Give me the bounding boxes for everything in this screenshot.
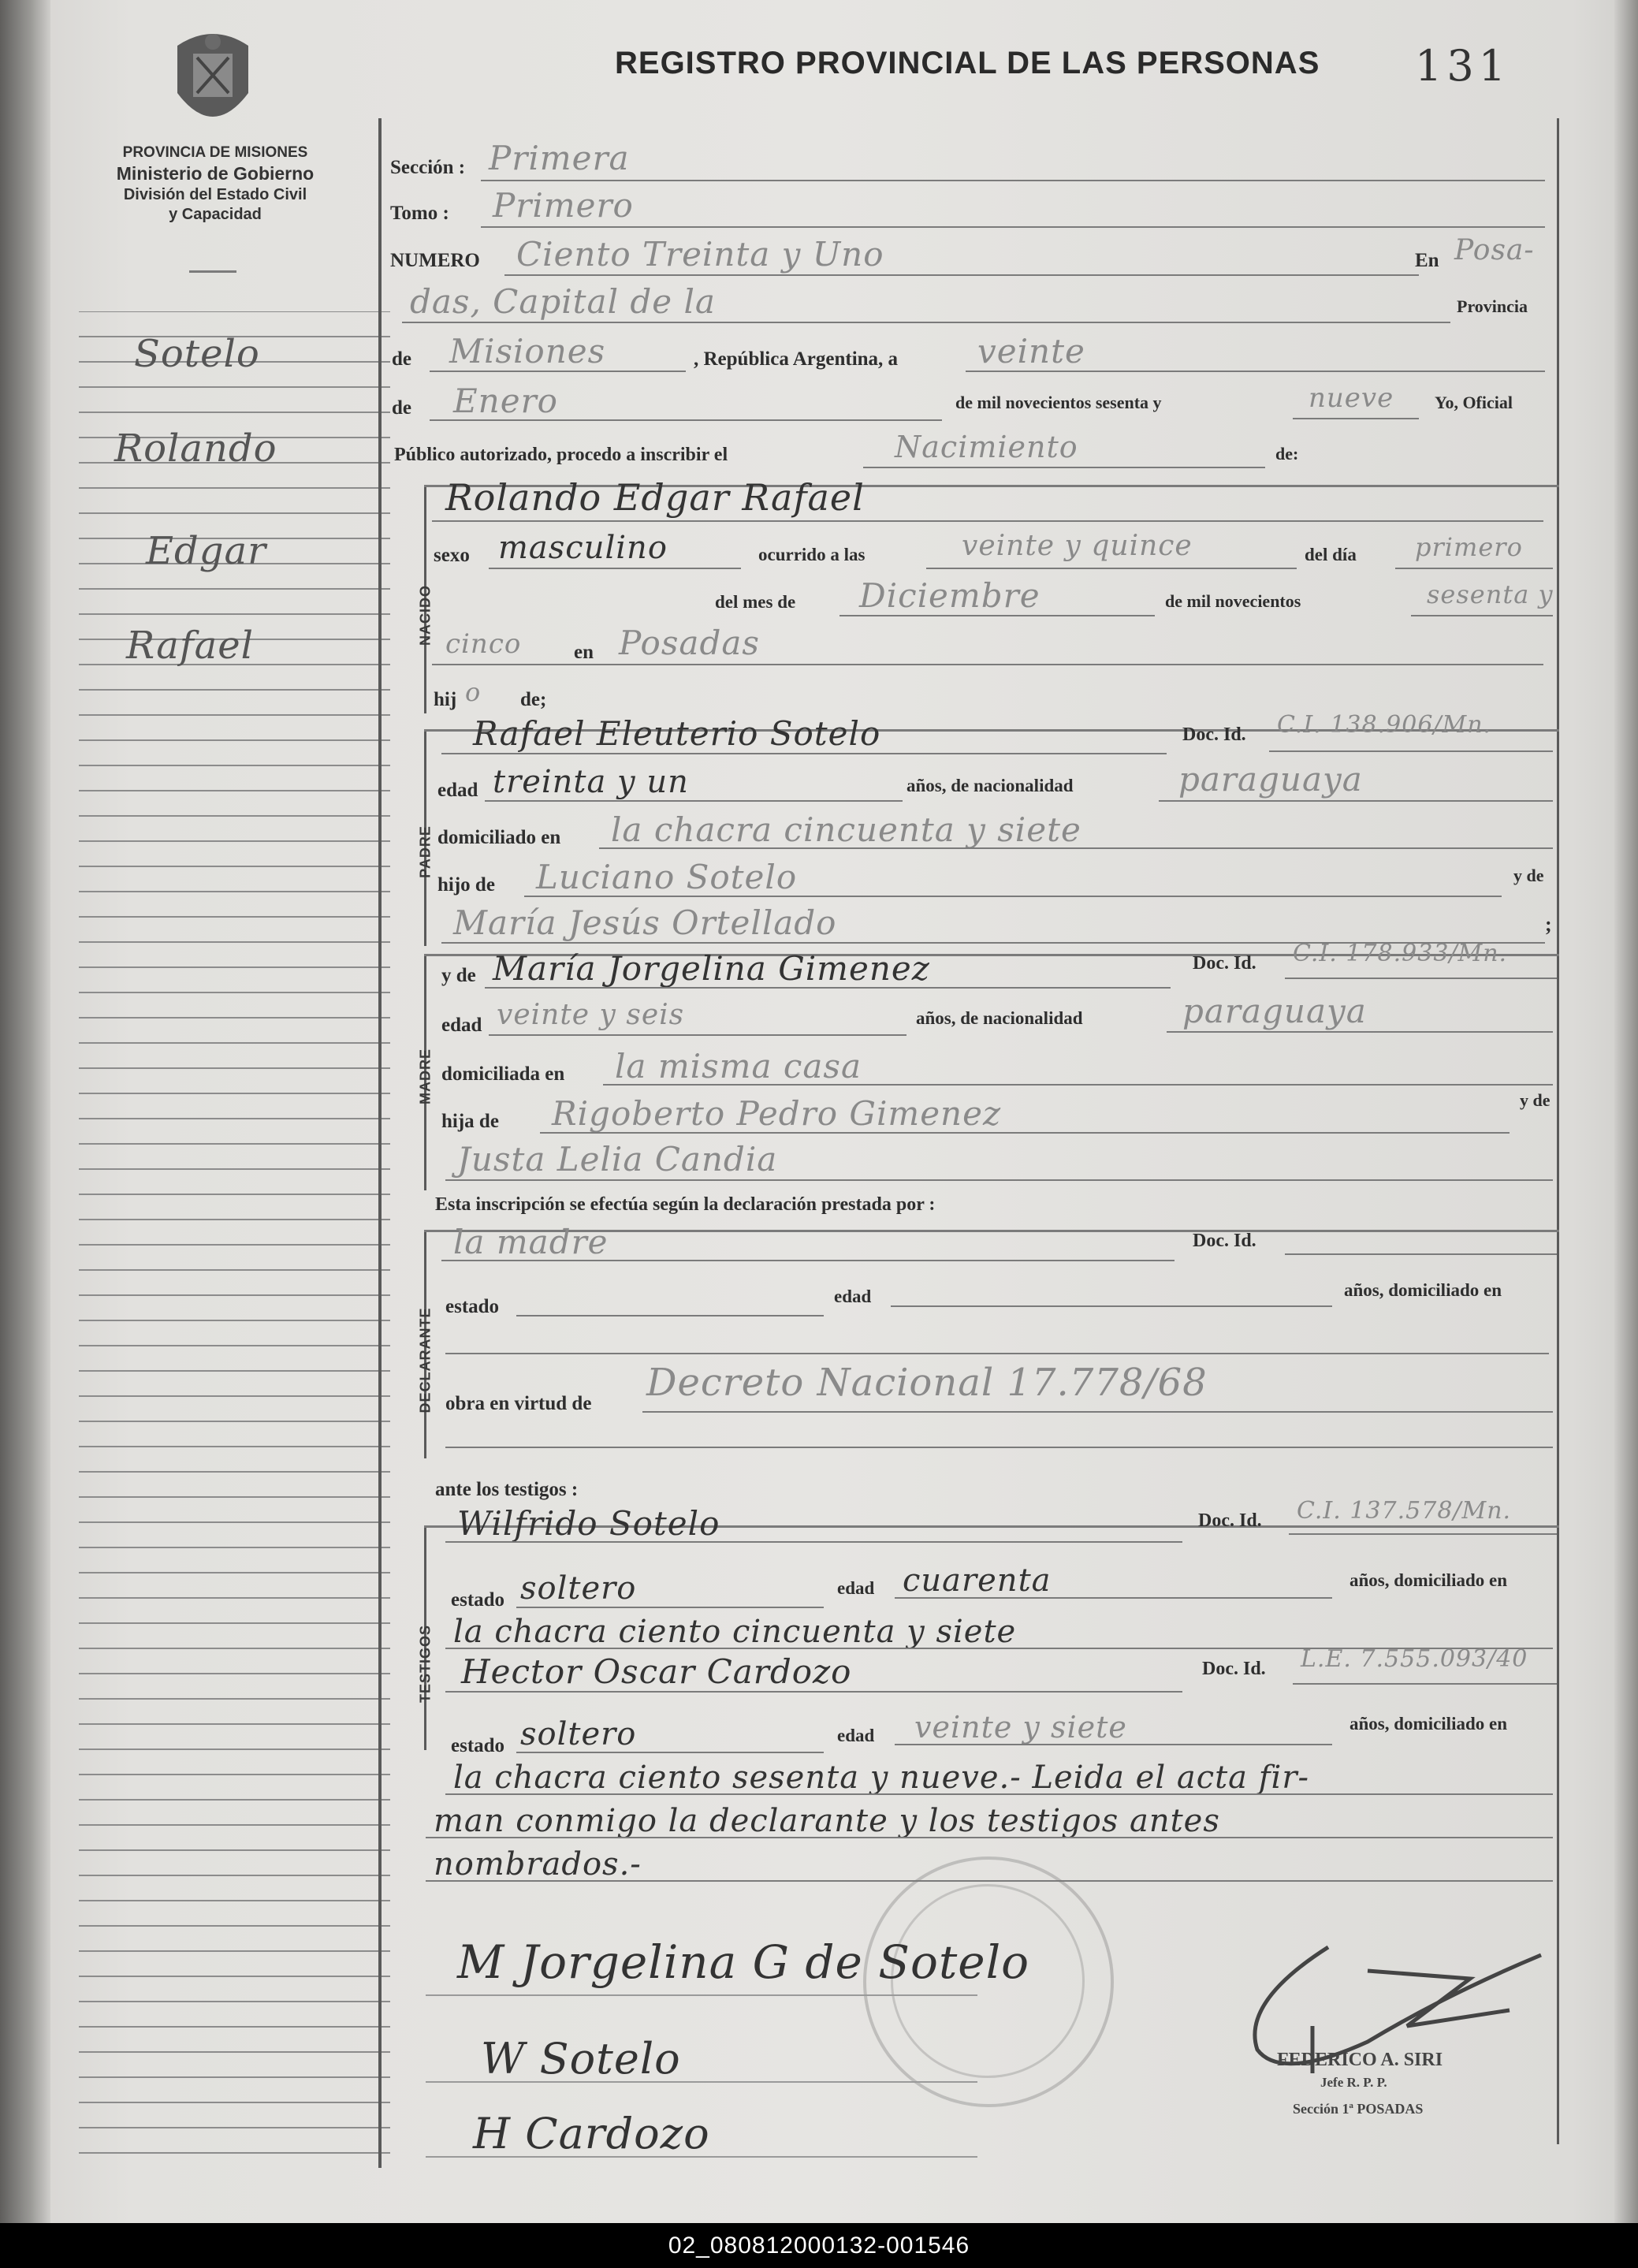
label-father-domicile: domiciliado en — [437, 827, 561, 848]
value-witness1-age: cuarenta — [903, 1562, 1052, 1599]
rule-witness1-estado — [516, 1607, 824, 1608]
margin-given-name-1: Rolando — [114, 426, 277, 471]
provincial-crest-icon — [162, 22, 264, 140]
label-de-month: de — [392, 397, 411, 419]
value-witness2-age: veinte y siete — [914, 1710, 1127, 1745]
label-en: En — [1415, 250, 1439, 271]
rule-day — [966, 371, 1545, 372]
rule-declarant-estado — [516, 1315, 824, 1316]
value-witness1-state: soltero — [520, 1570, 637, 1607]
value-time: veinte y quince — [962, 530, 1193, 562]
value-seccion: Primera — [489, 139, 630, 177]
rule-mother-doc — [1285, 978, 1557, 979]
institution-block — [85, 143, 345, 225]
signature-declarant: M Jorgelina G de Sotelo — [457, 1935, 1030, 1989]
value-child-name: Rolando Edgar Rafael — [445, 476, 865, 519]
rule-province — [430, 371, 686, 372]
label-mother-nationality: años, de nacionalidad — [916, 1008, 1083, 1028]
value-tomo: Primero — [493, 186, 634, 225]
rule-birth-month — [839, 615, 1155, 616]
label-tomo: Tomo : — [390, 203, 449, 224]
label-declaracion: Esta inscripción se efectúa según la declaración prestada por : — [435, 1194, 936, 1215]
rule-witness2-doc — [1293, 1683, 1557, 1685]
rule-witness2-name — [445, 1691, 1182, 1693]
rule-birth-year — [1411, 615, 1553, 616]
rule-mother-father — [540, 1132, 1510, 1134]
value-father-father: Luciano Sotelo — [536, 858, 798, 896]
value-province: Misiones — [449, 332, 606, 371]
label-del-mes: del mes de — [715, 592, 796, 612]
closing-line-2: nombrados.- — [434, 1846, 642, 1883]
rule-father-name — [441, 753, 1167, 754]
rule-act — [863, 467, 1265, 468]
rule-witness1-edad — [895, 1597, 1332, 1599]
value-witness2-name: Hector Oscar Cardozo — [461, 1652, 852, 1691]
rule-father-domicile — [599, 847, 1553, 849]
document-title: REGISTRO PROVINCIAL DE LAS PERSONAS — [615, 46, 1320, 80]
rule-birth-day — [1395, 568, 1553, 569]
value-mother-doc: C.I. 178.933/Mn. — [1293, 940, 1508, 967]
value-witness1-domicile: la chacra ciento cincuenta y siete — [453, 1614, 1017, 1650]
value-city-line: das, Capital de la — [410, 282, 716, 321]
label-declarant-anos: años, domiciliado en — [1344, 1280, 1502, 1300]
label-declarant-edad: edad — [834, 1287, 872, 1306]
margin-given-name-2: Edgar — [146, 529, 267, 573]
institution-capacity: y Capacidad — [169, 205, 262, 223]
value-witness1-doc: C.I. 137.578/Mn. — [1297, 1497, 1512, 1525]
value-father-domicile: la chacra cincuenta y siete — [611, 810, 1081, 849]
rule-witness2-edad — [895, 1744, 1332, 1745]
institution-ministry: Ministerio de Gobierno — [116, 162, 315, 184]
value-hij-suffix: o — [465, 677, 482, 707]
rule-declarant-edad — [891, 1305, 1332, 1307]
value-mother-domicile: la misma casa — [615, 1047, 862, 1086]
rule-month — [430, 419, 942, 421]
label-witness1-edad: edad — [837, 1578, 875, 1598]
value-witness2-doc: L.E. 7.555.093/40 — [1301, 1645, 1528, 1673]
label-declarant-estado: estado — [445, 1296, 500, 1317]
value-mother-name: María Jorgelina Gimenez — [493, 949, 930, 988]
rule-birth-place — [432, 664, 1543, 665]
label-ocurrido: ocurrido a las — [758, 545, 866, 564]
signature-witness1: W Sotelo — [481, 2034, 681, 2084]
label-de-mil: de mil novecientos sesenta y — [955, 393, 1162, 412]
label-en-lugar: en — [574, 642, 594, 663]
label-numero: NUMERO — [390, 250, 480, 271]
label-mother-edad: edad — [441, 1015, 482, 1036]
rule-witness2-domicile — [445, 1793, 1553, 1795]
rule-declarant-domicile — [445, 1353, 1549, 1354]
rule-mother-age — [489, 1034, 906, 1036]
margin-given-name-3: Rafael — [126, 624, 254, 668]
value-father-age: treinta y un — [493, 764, 689, 800]
label-father-hijo-de: hijo de — [437, 874, 495, 896]
official-signature-icon — [1210, 1924, 1557, 2097]
official-section: Sección 1ª POSADAS — [1293, 2101, 1424, 2117]
label-de-province: de — [392, 348, 411, 370]
rule-tomo — [481, 226, 1545, 228]
value-declarant: la madre — [453, 1223, 609, 1261]
label-mother-hija-de: hija de — [441, 1111, 499, 1132]
value-mother-father: Rigoberto Pedro Gimenez — [552, 1094, 1002, 1133]
rule-mother-name — [485, 987, 1171, 989]
institution-province: PROVINCIA DE MISIONES — [122, 144, 308, 161]
value-mother-age: veinte y seis — [497, 999, 685, 1031]
rule-sex — [489, 568, 741, 569]
rule-decree — [642, 1411, 1553, 1413]
value-witness2-state: soltero — [520, 1716, 637, 1752]
rule-year — [1293, 418, 1419, 419]
value-father-mother: María Jesús Ortellado — [453, 903, 837, 942]
label-ante-testigos: ante los testigos : — [435, 1479, 579, 1500]
main-right-rule — [1557, 118, 1559, 2144]
official-name: FEDERICO A. SIRI — [1277, 2050, 1443, 2070]
label-father-nationality: años, de nacionalidad — [906, 776, 1074, 795]
rule-declarant — [441, 1260, 1175, 1261]
value-year-word: nueve — [1309, 382, 1394, 414]
label-mother-y-de: y de — [441, 965, 476, 986]
page-edge — [1614, 0, 1638, 2223]
value-father-name: Rafael Eleuterio Sotelo — [473, 714, 881, 753]
label-republica: , República Argentina, a — [694, 348, 899, 370]
closing-line-1: man conmigo la declarante y los testigos antes — [434, 1803, 1220, 1839]
value-birth-place: Posadas — [619, 624, 760, 662]
rule-time — [926, 568, 1297, 569]
section-label-padre: PADRE — [417, 825, 434, 878]
rule-declarant-doc — [1285, 1253, 1557, 1255]
value-birth-year-b: cinco — [445, 628, 522, 660]
label-seccion: Sección : — [390, 157, 466, 178]
label-father-edad: edad — [437, 780, 478, 801]
margin-ruled-lines — [79, 311, 390, 2156]
label-witness2-edad: edad — [837, 1726, 875, 1745]
value-birth-year-a: sesenta y — [1427, 579, 1554, 609]
label-hij: hij — [434, 689, 457, 710]
value-mother-nationality: paraguaya — [1182, 992, 1367, 1030]
institution-division: División del Estado Civil — [123, 185, 307, 203]
signature-witness2: H Cardozo — [473, 2109, 710, 2158]
value-witness2-domicile: la chacra ciento sesenta y nueve.- Leida el acta fir- — [453, 1760, 1309, 1796]
label-witness1-doc: Doc. Id. — [1198, 1510, 1262, 1531]
label-witness1-estado: estado — [451, 1589, 505, 1611]
value-sex: masculino — [498, 530, 668, 566]
value-act: Nacimiento — [895, 430, 1078, 464]
label-mother-doc: Doc. Id. — [1193, 953, 1256, 974]
label-de-colon: de: — [1275, 444, 1299, 464]
rule-seccion — [481, 180, 1545, 181]
value-day: veinte — [977, 332, 1085, 371]
label-yo-oficial: Yo, Oficial — [1435, 393, 1513, 412]
label-witness1-anos: años, domiciliado en — [1349, 1570, 1508, 1590]
label-publico: Público autorizado, procedo a inscribir el — [394, 445, 728, 465]
divider — [189, 270, 236, 273]
rule-closing-1 — [426, 1837, 1553, 1838]
section-label-declarante: DECLARANTE — [417, 1307, 434, 1413]
value-month: Enero — [453, 382, 558, 420]
value-decree: Decreto Nacional 17.778/68 — [646, 1361, 1208, 1405]
rule-city — [402, 322, 1450, 323]
label-father-y-de: y de — [1513, 866, 1544, 885]
rule-witness1-doc — [1289, 1533, 1557, 1535]
rule-father-doc — [1269, 750, 1553, 752]
label-witness2-estado: estado — [451, 1735, 505, 1756]
label-semicolon: ; — [1545, 913, 1552, 936]
margin-surname: Sotelo — [134, 332, 260, 376]
label-father-doc: Doc. Id. — [1182, 724, 1246, 745]
rule-father-nationality — [1159, 800, 1553, 802]
label-provincia: Provincia — [1457, 296, 1528, 316]
label-witness2-anos: años, domiciliado en — [1349, 1714, 1508, 1734]
value-witness1-name: Wilfrido Sotelo — [457, 1504, 720, 1543]
label-de-semi: de; — [520, 689, 547, 710]
value-father-doc: C.I. 138.906/Mn. — [1277, 711, 1492, 739]
rule-child-name — [432, 520, 1543, 522]
rule-numero — [504, 274, 1419, 276]
rule-witness1-name — [445, 1541, 1182, 1543]
rule-mother-nationality — [1167, 1031, 1553, 1033]
main-left-rule — [378, 118, 382, 2168]
section-label-testigos: TESTIGOS — [417, 1625, 434, 1704]
signature-line-1 — [426, 1994, 977, 1996]
rule-father-age — [485, 800, 903, 802]
rule-mother-mother — [445, 1179, 1553, 1181]
image-id-caption: 02_080812000132-001546 — [0, 2223, 1638, 2268]
rule-father-father — [524, 896, 1502, 897]
rule-witness2-estado — [516, 1752, 824, 1753]
section-label-nacido: NACIDO — [417, 585, 434, 646]
label-obra: obra en virtud de — [445, 1393, 592, 1414]
label-witness2-doc: Doc. Id. — [1202, 1659, 1266, 1679]
section-label-madre: MADRE — [417, 1048, 434, 1104]
value-numero: Ciento Treinta y Uno — [516, 235, 884, 274]
label-declarant-doc: Doc. Id. — [1193, 1231, 1256, 1251]
value-en-city: Posa- — [1454, 234, 1535, 266]
label-sexo: sexo — [434, 545, 470, 566]
label-mother-y-de: y de — [1520, 1090, 1551, 1110]
label-de-mil-nov: de mil novecientos — [1165, 591, 1301, 611]
book-spine — [0, 0, 50, 2223]
label-del-dia: del día — [1305, 545, 1357, 564]
official-title: Jefe R. P. P. — [1320, 2075, 1387, 2090]
value-birth-month: Diciembre — [859, 576, 1041, 615]
label-mother-domicile: domiciliada en — [441, 1063, 565, 1085]
value-father-nationality: paraguaya — [1178, 760, 1363, 799]
value-birth-day: primero — [1415, 532, 1523, 562]
value-mother-mother: Justa Lelia Candia — [457, 1140, 778, 1179]
page-number: 131 — [1415, 41, 1511, 91]
rule-decree-2 — [445, 1447, 1553, 1448]
rule-mother-domicile — [603, 1084, 1553, 1086]
